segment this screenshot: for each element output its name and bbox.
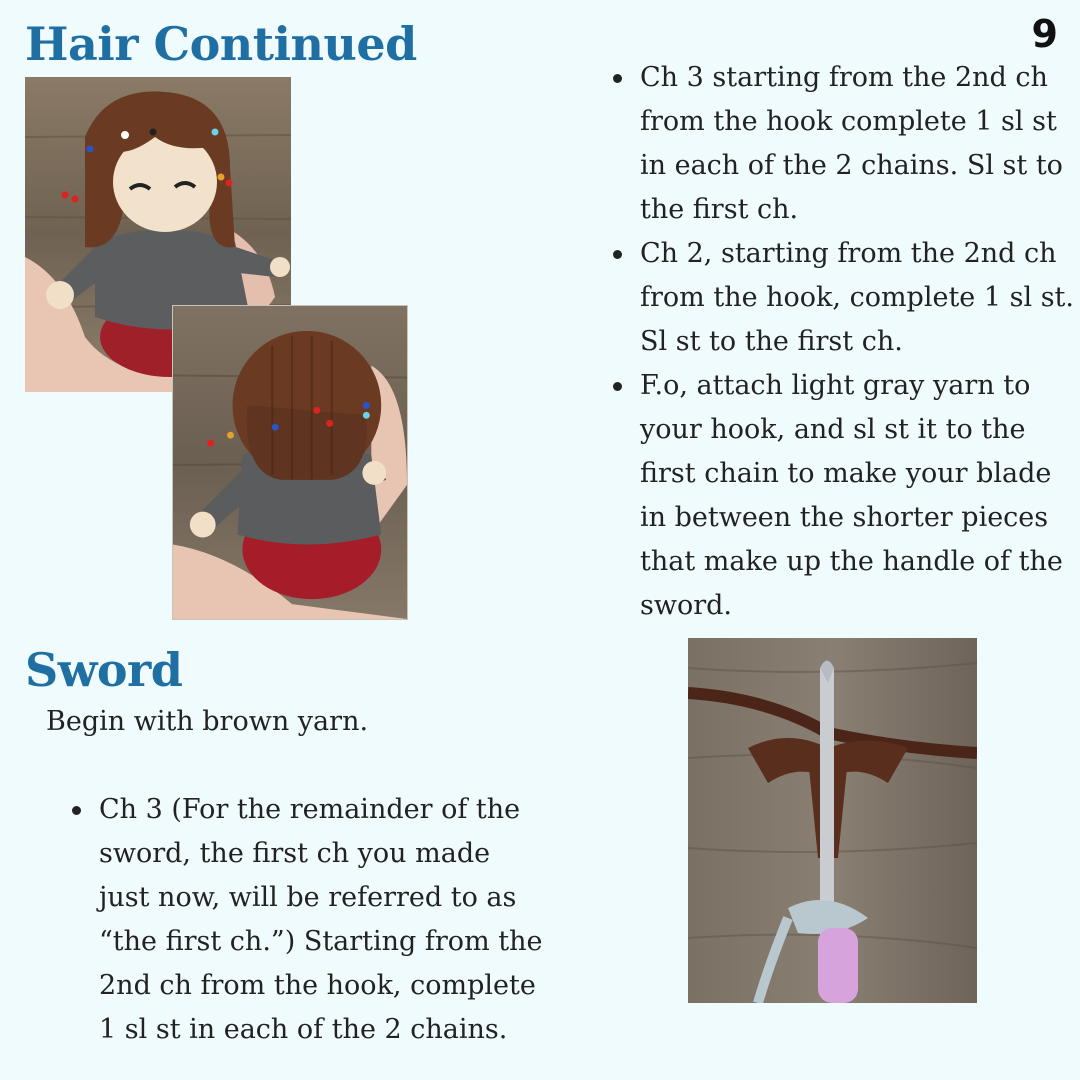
instruction-item: F.o, attach light gray yarn to your hook, and sl st it to the first chain to make your blade in between the shorter pieces that make up the handle of the sword. bbox=[640, 364, 1080, 628]
instruction-item: Ch 3 (For the remainder of the sword, the first ch you made just now, will be referred to as “the first ch.”) Starting from the 2nd ch from the hook, complete 1 sl st in each of the 2 chains. bbox=[99, 788, 549, 1052]
sword-instructions bbox=[99, 788, 549, 1052]
hair-continued-heading: Hair Continued bbox=[25, 17, 417, 71]
sword-intro-text: Begin with brown yarn. bbox=[46, 706, 369, 737]
sword-heading: Sword bbox=[25, 643, 183, 697]
instruction-item: Ch 3 starting from the 2nd ch from the hook complete 1 sl st in each of the 2 chains. Sl st to the first ch. bbox=[640, 56, 1080, 232]
right-column-instructions bbox=[640, 56, 1080, 628]
instruction-item: Ch 2, starting from the 2nd ch from the hook, complete 1 sl st. Sl st to the first ch. bbox=[640, 232, 1080, 364]
doll-back-photo bbox=[172, 305, 408, 620]
page-number: 9 bbox=[1031, 12, 1058, 56]
crochet-hook-photo bbox=[688, 638, 977, 1003]
